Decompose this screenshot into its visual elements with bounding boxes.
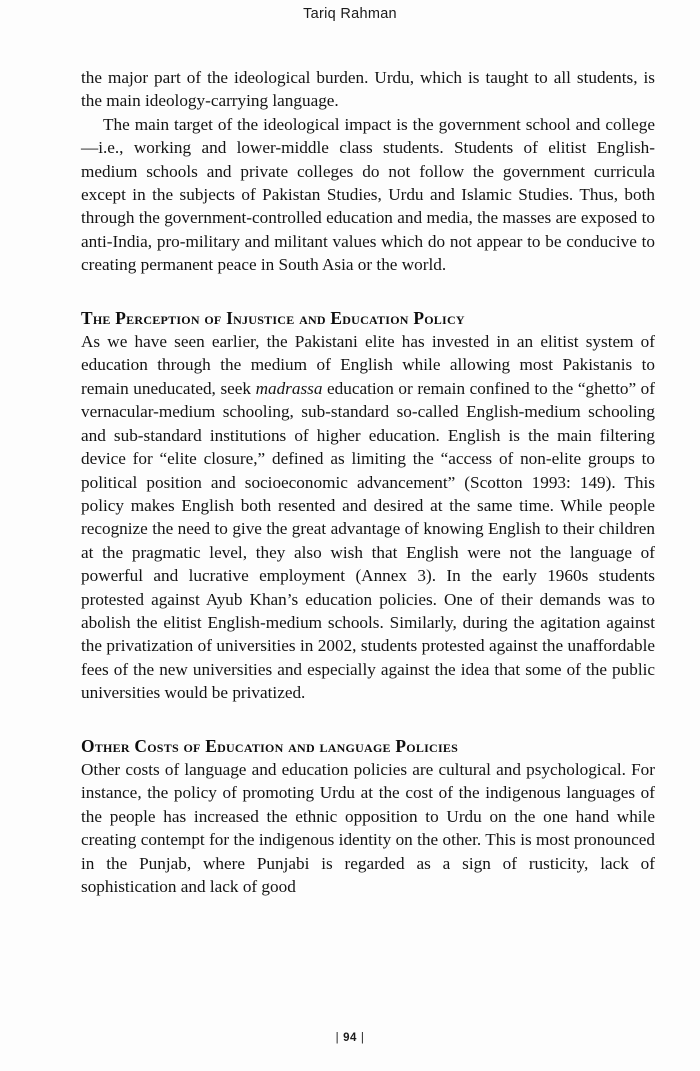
- paragraph-text-segment: education or remain confined to the “ghetto” of vernacular-medium schooling, sub-standard so-called English-medium schooling and sub-standard institutions of higher education. English is the main filtering device for “elite closure,” defined as limiting the “access of non-elite groups to political position and socioeconomic advancement” (Scotton 1993: 149). This policy makes English both resented and desired at the same time. While people recognize the need to give the great advantage of knowing English to their children at the pragmatic level, they also wish that English were not the language of powerful and lucrative employment (Annex 3). In the early 1960s students protested against Ayub Khan’s education policies. One of their demands was to abolish the elitist English-medium schools. Similarly, during the agitation against the privatization of universities in 2002, students protested against the unaffordable fees of the new universities and especially against the idea that some of the public universities would be privatized.: [81, 378, 655, 703]
- paragraph-ideological-impact: The main target of the ideological impact is the government school and college—i.e., working and lower-middle class students. Students of elitist English-medium schools and private colleges do not follow the government curricula except in the subjects of Pakistan Studies, Urdu and Islamic Studies. Thus, both through the government-controlled education and media, the masses are exposed to anti-India, pro-military and militant values which do not appear to be conducive to creating permanent peace in South Asia or the world.: [81, 114, 655, 275]
- text-column: [81, 66, 655, 898]
- folio-rule-right: |: [360, 1032, 365, 1044]
- running-head: Tariq Rahman: [303, 6, 397, 22]
- section-heading-other-costs: Other Costs of Education and language Policies: [81, 735, 459, 756]
- section-heading-perception-of-injustice: The Perception of Injustice and Education Policy: [81, 307, 465, 328]
- paragraph-continuation: the major part of the ideological burden. Urdu, which is taught to all students, is the main ideology-carrying language.: [81, 68, 655, 111]
- page-number: 94: [343, 1032, 357, 1044]
- heading-spacer: [81, 705, 655, 735]
- page-folio: [0, 1032, 700, 1044]
- paragraph-other-costs: Other costs of language and education policies are cultural and psychological. For instance, the policy of promoting Urdu at the cost of the indigenous languages of the people has increased the ethnic opposition to Urdu on the one hand while creating contempt for the indigenous identity on the other. This is most pronounced in the Punjab, where Punjabi is regarded as a sign of rusticity, lack of sophistication and lack of good: [81, 759, 655, 896]
- folio-rule-left: |: [335, 1032, 340, 1044]
- heading-spacer: [81, 277, 655, 307]
- paragraph-elite-closure: [81, 330, 655, 705]
- italic-term-madrassa: madrassa: [255, 378, 323, 398]
- paragraph-text-segment: As we have seen earlier, the Pakistani elite has invested in an elitist system of education through the medium of English while allowing most Pakistanis to remain uneducated, seek: [81, 332, 655, 398]
